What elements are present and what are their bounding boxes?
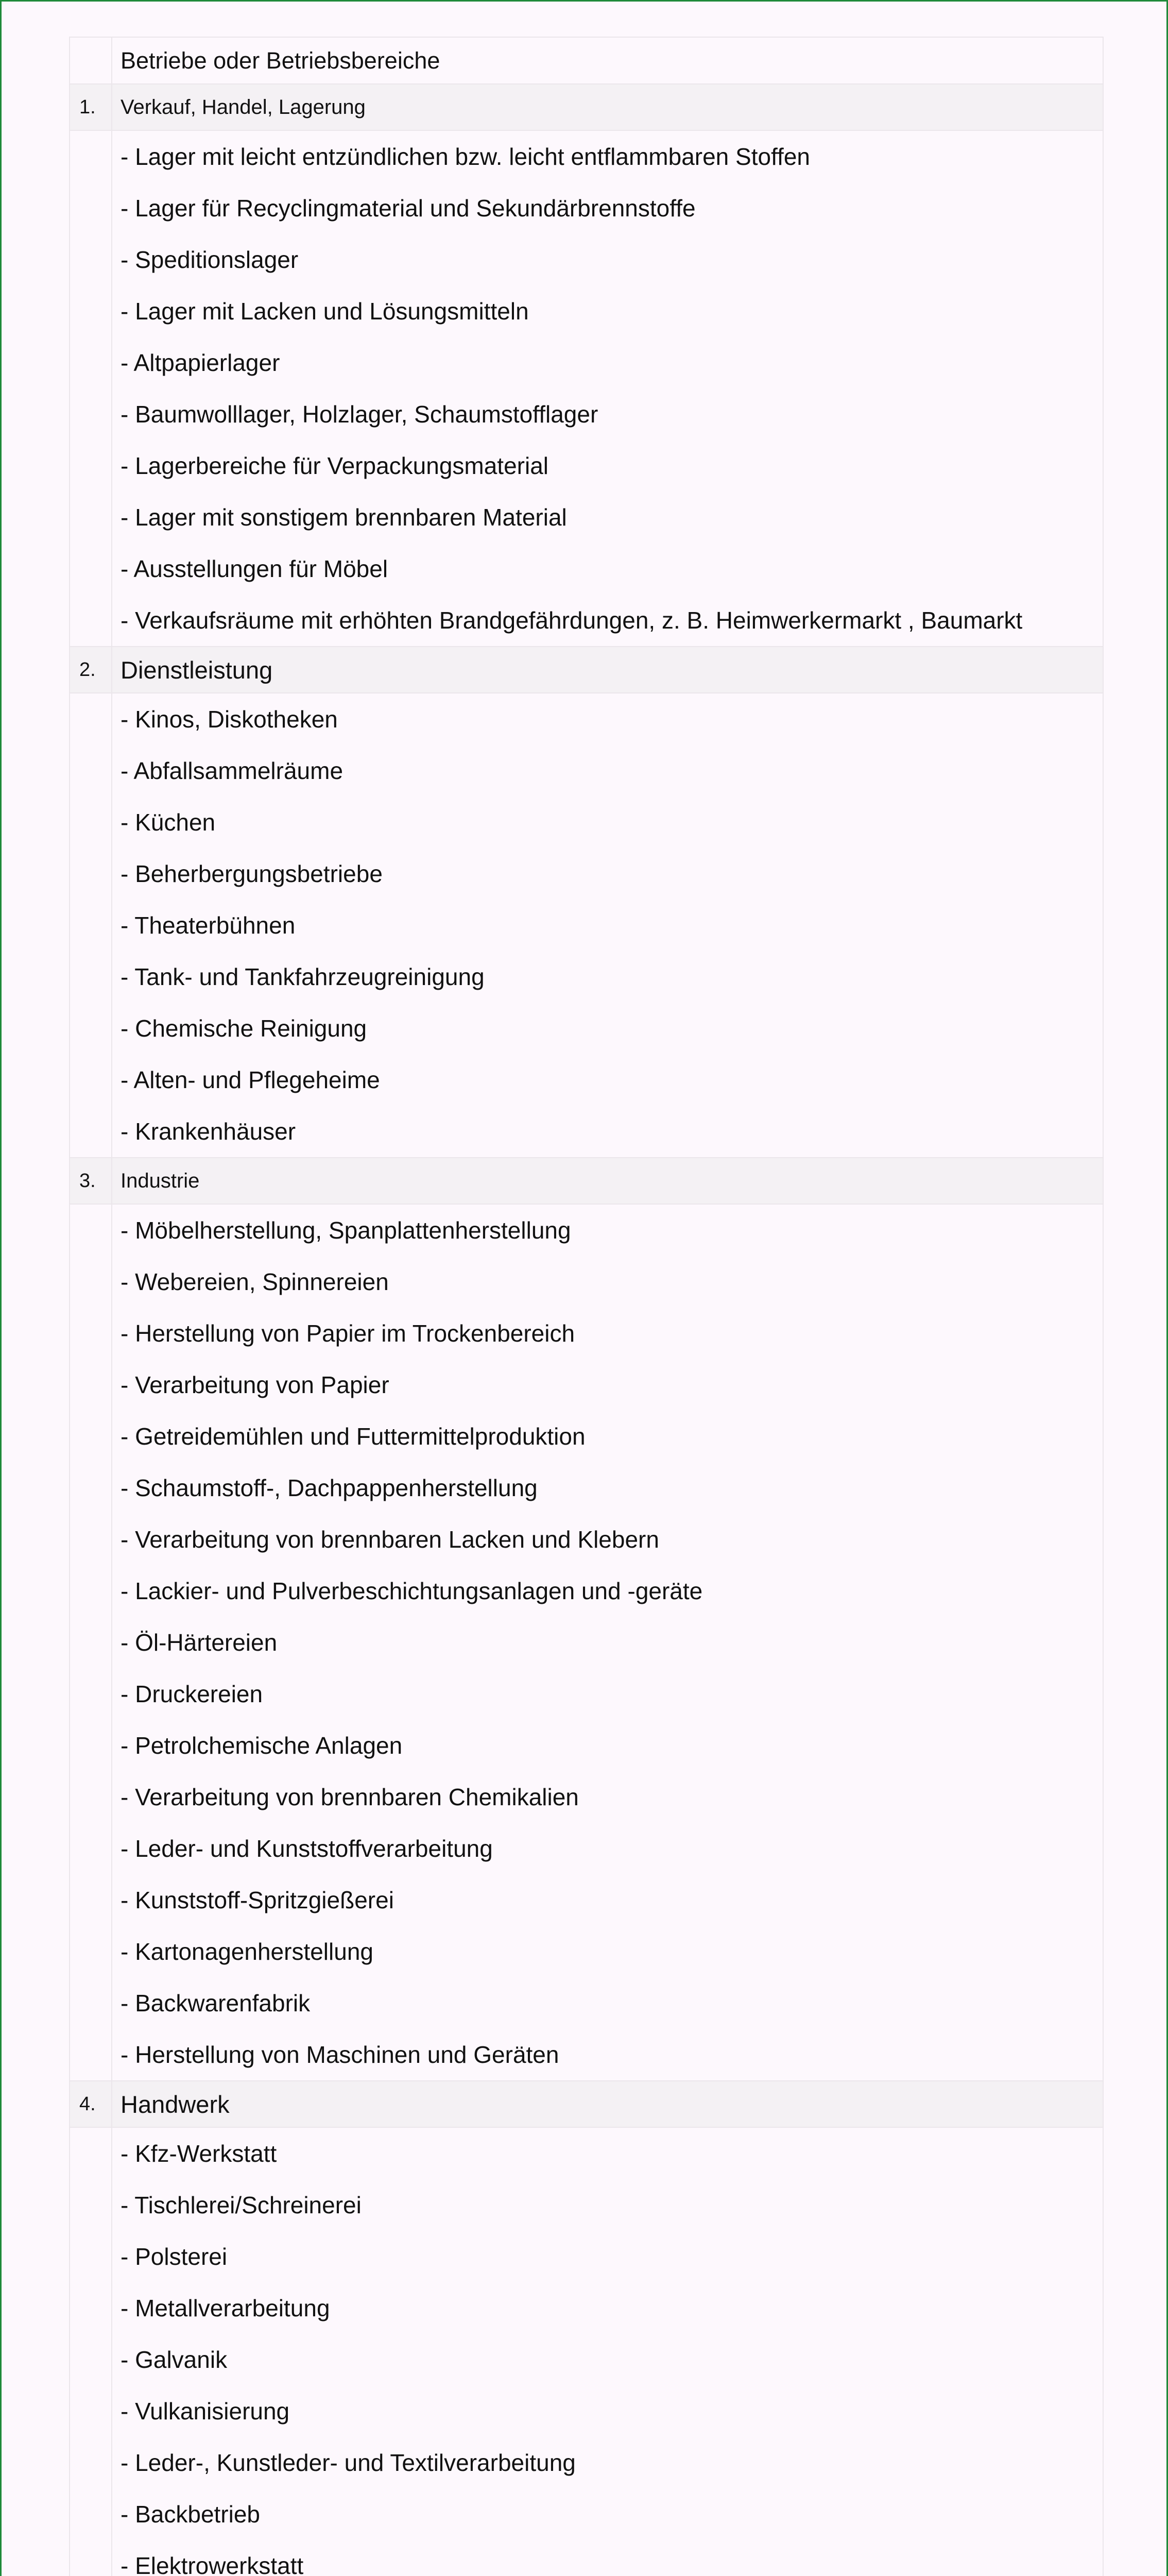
section-items-row-industrie: [70, 1204, 1103, 2081]
list-item: - Kartonagenherstellung: [121, 1938, 373, 1965]
section-items-row-dienstleistung: [70, 693, 1103, 1158]
section-number: 4.: [70, 2081, 112, 2127]
list-item: - Tank- und Tankfahrzeugreinigung: [121, 963, 485, 990]
list-item: - Speditionslager: [121, 246, 299, 273]
list-item: - Theaterbühnen: [121, 912, 296, 939]
list-item: - Schaumstoff-, Dachpappenherstellung: [121, 1475, 538, 1501]
section-items-row-handwerk: [70, 2127, 1103, 2576]
list-item: - Herstellung von Papier im Trockenbereich: [121, 1320, 575, 1347]
section-row-handwerk: [70, 2081, 1103, 2127]
list-item: - Tischlerei/Schreinerei: [121, 2192, 362, 2218]
list-item: - Möbelherstellung, Spanplattenherstellung: [121, 1217, 571, 1244]
list-item: - Altpapierlager: [121, 349, 280, 376]
section-title: Dienstleistung: [112, 647, 1103, 693]
section-title: Handwerk: [112, 2081, 1103, 2127]
empty-number-cell: [70, 693, 112, 1158]
list-item: - Abfallsammelräume: [121, 757, 343, 784]
section-number: 3.: [70, 1158, 112, 1204]
list-item: - Galvanik: [121, 2346, 228, 2373]
item-list: [121, 1205, 1103, 2080]
section-items-cell: [112, 130, 1103, 647]
section-items-cell: [112, 693, 1103, 1158]
list-item: - Küchen: [121, 809, 216, 836]
section-row-dienstleistung: [70, 647, 1103, 693]
list-item: - Elektrowerkstatt: [121, 2552, 304, 2576]
section-items-cell: [112, 1204, 1103, 2081]
list-item: - Druckereien: [121, 1681, 263, 1707]
list-item: - Lager mit leicht entzündlichen bzw. leicht entflammbaren Stoffen: [121, 143, 810, 170]
section-row-verkauf: [70, 84, 1103, 130]
list-item: - Herstellung von Maschinen und Geräten: [121, 2041, 559, 2068]
section-number: 2.: [70, 647, 112, 693]
empty-number-cell: [70, 1204, 112, 2081]
section-row-industrie: [70, 1158, 1103, 1204]
list-item: - Beherbergungsbetriebe: [121, 860, 383, 887]
list-item: - Verarbeitung von brennbaren Chemikalien: [121, 1784, 579, 1810]
section-title: Industrie: [112, 1158, 1103, 1204]
list-item: - Öl-Härtereien: [121, 1629, 278, 1656]
list-item: - Ausstellungen für Möbel: [121, 555, 388, 582]
list-item: - Kunststoff-Spritzgießerei: [121, 1887, 394, 1913]
list-item: - Alten- und Pflegeheime: [121, 1066, 380, 1093]
empty-number-cell: [70, 2127, 112, 2576]
section-number: 1.: [70, 84, 112, 130]
list-item: - Verkaufsräume mit erhöhten Brandgefährdungen, z. B. Heimwerkermarkt , Baumarkt: [121, 607, 1023, 634]
list-item: - Metallverarbeitung: [121, 2295, 330, 2321]
section-items-row-verkauf: [70, 130, 1103, 647]
item-list: [121, 693, 1103, 1157]
list-item: - Verarbeitung von Papier: [121, 1371, 389, 1398]
section-items-cell: [112, 2127, 1103, 2576]
list-item: - Kinos, Diskotheken: [121, 706, 338, 733]
list-item: - Petrolchemische Anlagen: [121, 1732, 403, 1759]
list-item: - Baumwolllager, Holzlager, Schaumstofflager: [121, 401, 598, 428]
table-header-row: [70, 37, 1103, 84]
list-item: - Vulkanisierung: [121, 2398, 290, 2425]
list-item: - Getreidemühlen und Futtermittelproduktion: [121, 1423, 586, 1450]
list-item: - Lager mit Lacken und Lösungsmitteln: [121, 298, 529, 325]
list-item: - Leder- und Kunststoffverarbeitung: [121, 1835, 493, 1862]
list-item: - Verarbeitung von brennbaren Lacken und Klebern: [121, 1526, 659, 1553]
list-item: - Polsterei: [121, 2243, 228, 2270]
list-item: - Backbetrieb: [121, 2501, 261, 2528]
list-item: - Chemische Reinigung: [121, 1015, 367, 1042]
list-item: - Leder-, Kunstleder- und Textilverarbeitung: [121, 2449, 576, 2476]
list-item: - Backwarenfabrik: [121, 1990, 311, 2016]
list-item: - Kfz-Werkstatt: [121, 2140, 277, 2167]
item-list: [121, 2128, 1103, 2576]
list-item: - Webereien, Spinnereien: [121, 1268, 389, 1295]
item-list: [121, 131, 1103, 646]
list-item: - Lagerbereiche für Verpackungsmaterial: [121, 452, 549, 479]
list-item: - Lackier- und Pulverbeschichtungsanlagen und -geräte: [121, 1578, 703, 1604]
empty-number-cell: [70, 130, 112, 647]
list-item: - Krankenhäuser: [121, 1118, 296, 1145]
section-title: Verkauf, Handel, Lagerung: [112, 84, 1103, 130]
business-areas-table: [69, 37, 1104, 2576]
list-item: - Lager mit sonstigem brennbaren Material: [121, 504, 567, 531]
table-header-title: Betriebe oder Betriebsbereiche: [112, 37, 1103, 84]
list-item: - Lager für Recyclingmaterial und Sekundärbrennstoffe: [121, 195, 696, 222]
header-number-cell: [70, 37, 112, 84]
